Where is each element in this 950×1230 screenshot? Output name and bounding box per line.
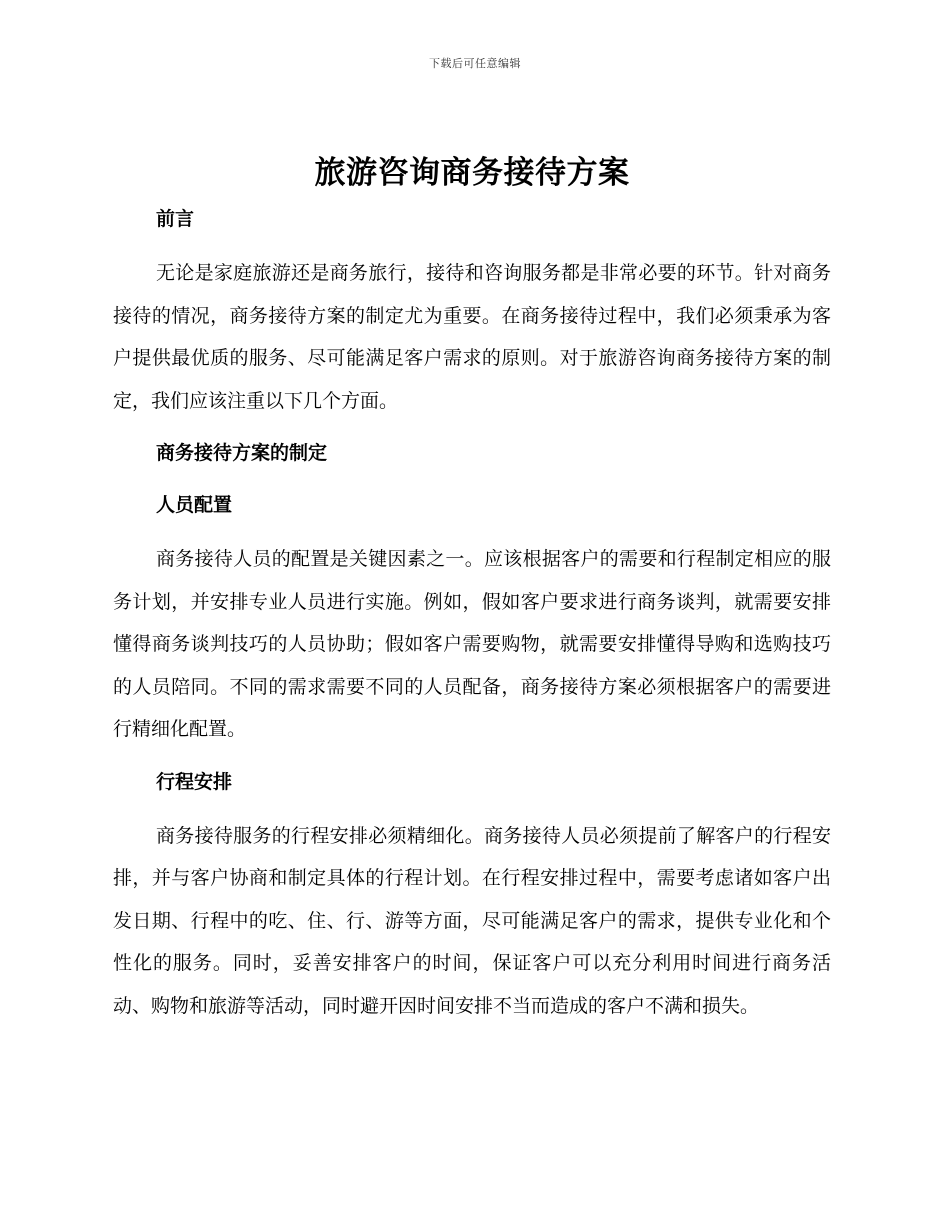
spacer xyxy=(113,751,831,761)
header-note: 下载后可任意编辑 xyxy=(429,57,521,70)
heading-itinerary: 行程安排 xyxy=(156,770,233,793)
paragraph-staffing: 商务接待人员的配置是关键因素之一。应该根据客户的需要和行程制定相应的服务计划，并安排专业人员进行实施。例如，假如客户要求进行商务谈判，就需要安排懂得商务谈判技巧的人员协助；假如客户需要购物，就需要安排懂得导购和选购技巧的人员陪同。不同的需求需要不同的人员配备，商务接待方案必须根据客户的需要进行精细化配置。 xyxy=(113,548,831,740)
spacer xyxy=(113,803,831,815)
document-body xyxy=(113,148,831,1027)
spacer xyxy=(113,240,831,252)
heading-plan: 商务接待方案的制定 xyxy=(156,442,328,464)
heading-preface: 前言 xyxy=(156,208,195,230)
paragraph-itinerary: 商务接待服务的行程安排必须精细化。商务接待人员必须提前了解客户的行程安排，并与客户协商和制定具体的行程计划。在行程安排过程中，需要考虑诸如客户出发日期、行程中的吃、住、行、游等方面，尽可能满足客户的需求，提供专业化和个性化的服务。同时，妥善安排客户的时间，保证客户可以充分利用时间进行商务活动、购物和旅游等活动，同时避开因时间安排不当而造成的客户不满和损失。 xyxy=(113,824,831,1017)
paragraph-preface: 无论是家庭旅游还是商务旅行，接待和咨询服务都是非常必要的环节。针对商务接待的情况，商务接待方案的制定尤为重要。在商务接待过程中，我们必须秉承为客户提供最优质的服务、尽可能满足客户需求的原则。对于旅游咨询商务接待方案的制定，我们应该注重以下几个方面。 xyxy=(113,262,831,412)
spacer xyxy=(113,474,831,484)
document-title: 旅游咨询商务接待方案 xyxy=(314,155,630,191)
heading-staffing: 人员配置 xyxy=(156,494,233,516)
spacer xyxy=(113,526,831,538)
spacer xyxy=(113,422,831,432)
